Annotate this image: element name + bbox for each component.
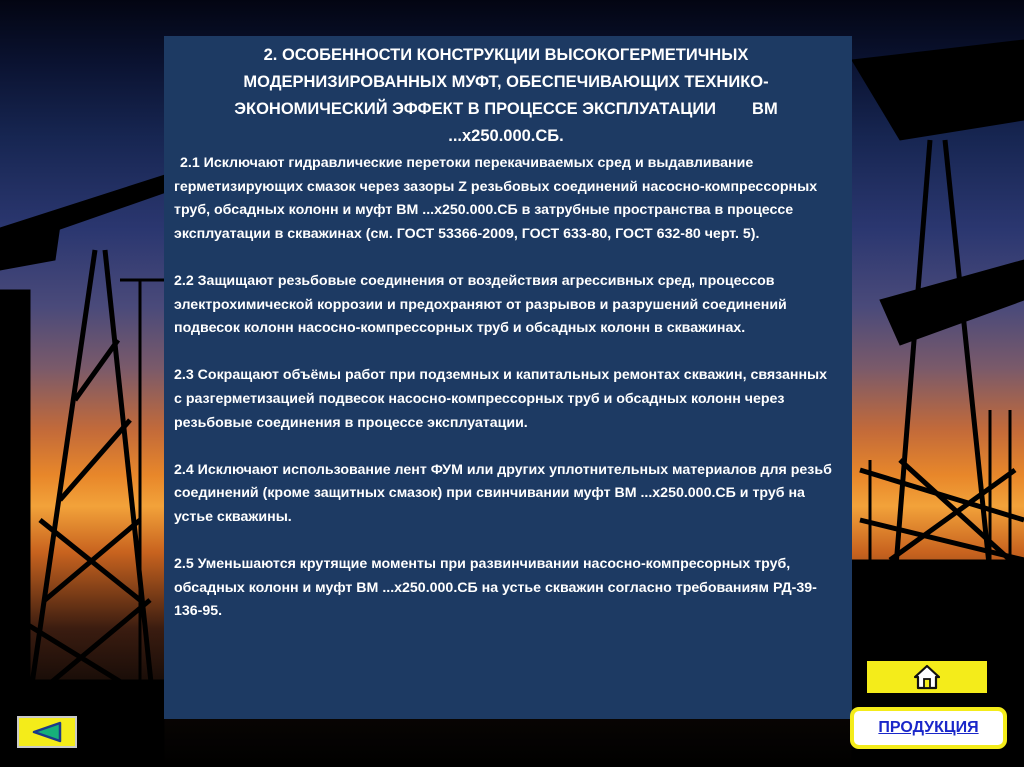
- title-line-1: 2. ОСОБЕННОСТИ КОНСТРУКЦИИ ВЫСОКОГЕРМЕТИЧНЫХ: [263, 46, 749, 64]
- feature-item-2-2: 2.2 Защищают резьбовые соединения от воздействия агрессивных сред, процессов электрохимической коррозии и предохраняют от разрывов и разрушений соединений подвесок колонн насосно-компрессорных труб и обсадных колонн в скважинах.: [174, 272, 787, 337]
- house-icon: [914, 664, 940, 690]
- triangle-left-icon: [31, 721, 63, 743]
- title-line-2: МОДЕРНИЗИРОВАННЫХ МУФТ, ОБЕСПЕЧИВАЮЩИХ ТЕХНИКО-: [243, 73, 769, 91]
- products-button[interactable]: [850, 707, 1007, 749]
- products-button-label: ПРОДУКЦИЯ: [878, 719, 979, 736]
- home-button[interactable]: [867, 661, 987, 693]
- title-line-3: ЭКОНОМИЧЕСКИЙ ЭФФЕКТ В ПРОЦЕССЕ ЭКСПЛУАТАЦИИ: [234, 100, 717, 118]
- back-button[interactable]: [17, 716, 77, 748]
- title-line-3-suffix: ВМ: [752, 100, 778, 118]
- feature-item-2-1: 2.1 Исключают гидравлические перетоки перекачиваемых сред и выдавливание герметизирующих смазок через зазоры Z резьбовых соединений насосно-компрессорных труб, обсадных колонн и муфт ВМ ...х250.000.СБ в затрубные пространства в процессе эксплуатации в скважинах (см. ГОСТ 53366-2009, ГОСТ 633-80, ГОСТ 632-80 черт. 5).: [174, 155, 818, 242]
- feature-item-2-5: 2.5 Уменьшаются крутящие моменты при развинчивании насосно-компресорных труб, обсадных колонн и муфт ВМ ...х250.000.СБ на устье скважин согласно требованиям РД-39-136-95.: [174, 556, 817, 620]
- feature-item-2-3: 2.3 Сокращают объёмы работ при подземных и капитальных ремонтах скважин, связанных с разгерметизацией подвесок насосно-компрессорных труб и обсадных колонн через резьбовые соединения в процессе эксплуатации.: [174, 367, 828, 431]
- feature-item-2-4: 2.4 Исключают использование лент ФУМ или других уплотнительных материалов для резьб соединений (кроме защитных смазок) при свинчивании муфт ВМ ...х250.000.СБ и труб на устье скважины.: [174, 461, 832, 525]
- content-panel: [164, 36, 852, 719]
- title-line-4: ...х250.000.СБ.: [448, 127, 564, 145]
- slide-title: [174, 42, 838, 150]
- features-list: [174, 152, 838, 624]
